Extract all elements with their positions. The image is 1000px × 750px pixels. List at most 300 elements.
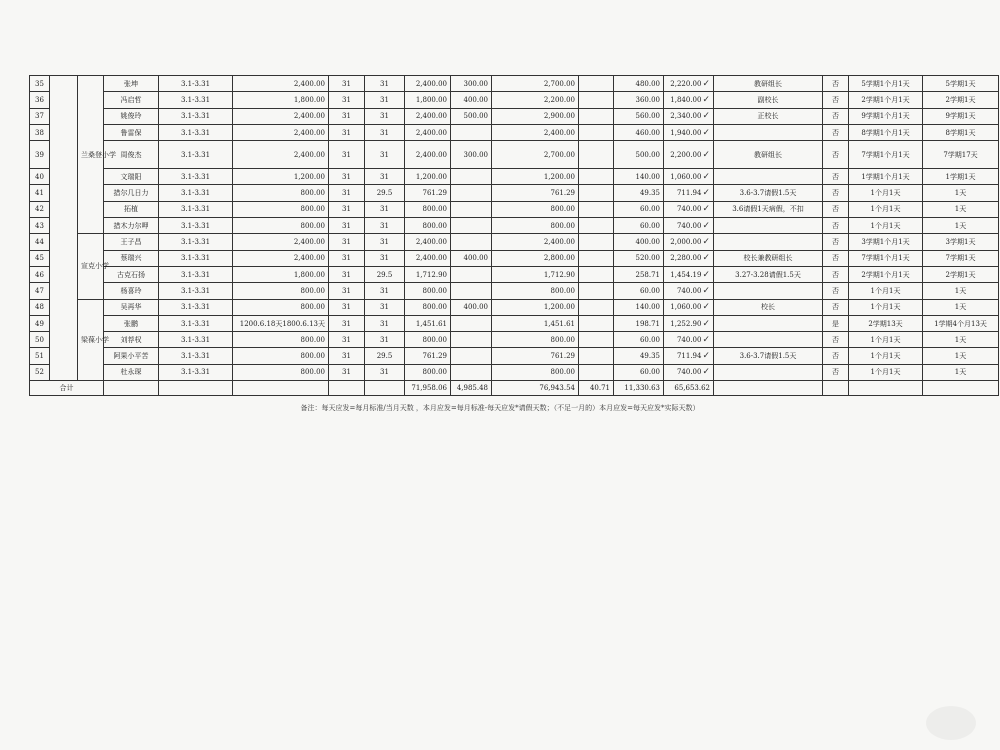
tenure-a bbox=[849, 266, 923, 282]
remark bbox=[714, 92, 823, 108]
monthly-standard-text: 2,400.00 bbox=[293, 128, 325, 137]
yes-no-flag bbox=[823, 201, 849, 217]
tenure-b-text: 1天 bbox=[954, 303, 967, 312]
scan-smudge bbox=[926, 706, 976, 740]
tenure-a bbox=[849, 124, 923, 140]
table-row bbox=[30, 283, 999, 299]
net-pay-text: 740.00 bbox=[676, 286, 702, 295]
pay-period-text: 3.1-3.31 bbox=[180, 112, 211, 121]
total-label: 合计 bbox=[30, 381, 104, 396]
monthly-standard-text: 2,400.00 bbox=[293, 112, 325, 121]
actual-days bbox=[365, 315, 405, 331]
deduction-b-text: 198.71 bbox=[635, 319, 660, 328]
row-number bbox=[30, 218, 50, 234]
tenure-b-text: 9学期1天 bbox=[945, 112, 976, 121]
deduction-b bbox=[614, 299, 664, 315]
remark-text: 3.6请假1天病假，不扣 bbox=[732, 205, 804, 214]
total-amount bbox=[492, 108, 579, 124]
yes-no-flag-text: 否 bbox=[832, 270, 839, 279]
yes-no-flag-text: 否 bbox=[832, 79, 839, 88]
tenure-b-text: 1天 bbox=[954, 352, 967, 361]
yes-no-flag bbox=[823, 124, 849, 140]
net-pay-text: 1,060.00 bbox=[670, 172, 702, 181]
tenure-b bbox=[923, 76, 999, 92]
deduction-b-text: 49.35 bbox=[639, 189, 660, 198]
monthly-standard-text: 1,800.00 bbox=[293, 270, 325, 279]
net-pay bbox=[664, 169, 714, 185]
deduction-a bbox=[579, 185, 614, 201]
check-mark-icon: ✓ bbox=[702, 318, 710, 329]
tenure-a-text: 1个月1天 bbox=[870, 335, 901, 344]
month-days bbox=[329, 266, 365, 282]
yes-no-flag-text: 是 bbox=[832, 319, 839, 328]
amount-due-text: 2,400.00 bbox=[415, 112, 447, 121]
amount-due-text: 2,400.00 bbox=[415, 238, 447, 247]
pay-period bbox=[159, 283, 233, 299]
monthly-standard bbox=[233, 108, 329, 124]
deduction-b bbox=[614, 364, 664, 380]
pay-period bbox=[159, 124, 233, 140]
table-row bbox=[30, 124, 999, 140]
pay-period bbox=[159, 218, 233, 234]
teacher-name-text: 拓植 bbox=[124, 205, 138, 214]
yes-no-flag-text: 否 bbox=[832, 352, 839, 361]
actual-days-text: 31 bbox=[380, 319, 389, 328]
tenure-b-text: 7学期1天 bbox=[945, 254, 976, 263]
extra-allowance bbox=[451, 124, 492, 140]
total-amount bbox=[492, 218, 579, 234]
tenure-b-text: 1学期1天 bbox=[945, 172, 976, 181]
total-empty bbox=[159, 381, 233, 396]
net-pay bbox=[664, 76, 714, 92]
total-amount bbox=[492, 283, 579, 299]
teacher-name-text: 蔡瑞兴 bbox=[120, 254, 142, 263]
table-row bbox=[30, 169, 999, 185]
row-number bbox=[30, 108, 50, 124]
deduction-b-text: 400.00 bbox=[635, 238, 660, 247]
school-name-text: 梁葆小学 bbox=[81, 335, 109, 344]
total-empty bbox=[849, 381, 923, 396]
extra-allowance bbox=[451, 250, 492, 266]
monthly-standard bbox=[233, 92, 329, 108]
yes-no-flag bbox=[823, 141, 849, 169]
month-days bbox=[329, 201, 365, 217]
extra-allowance bbox=[451, 299, 492, 315]
tenure-b-text: 8学期1天 bbox=[945, 128, 976, 137]
deduction-b bbox=[614, 332, 664, 348]
remark-text: 副校长 bbox=[757, 95, 779, 104]
row-number-text: 41 bbox=[35, 189, 44, 198]
tenure-a-text: 3学期1个月1天 bbox=[861, 238, 910, 247]
total-amount bbox=[492, 141, 579, 169]
tenure-a bbox=[849, 201, 923, 217]
extra-allowance-text: 300.00 bbox=[463, 79, 488, 88]
extra-allowance-text: 500.00 bbox=[463, 112, 488, 121]
amount-due-text: 800.00 bbox=[422, 221, 447, 230]
deduction-a bbox=[579, 299, 614, 315]
pay-period-text: 3.1-3.31 bbox=[180, 254, 211, 263]
net-pay-text: 740.00 bbox=[676, 221, 702, 230]
monthly-standard-text: 2,400.00 bbox=[293, 238, 325, 247]
deduction-b bbox=[614, 315, 664, 331]
deduction-a bbox=[579, 218, 614, 234]
actual-days bbox=[365, 364, 405, 380]
deduction-b bbox=[614, 76, 664, 92]
teacher-name-text: 刘荐权 bbox=[120, 335, 142, 344]
remark bbox=[714, 364, 823, 380]
total-amount-text: 800.00 bbox=[550, 205, 575, 214]
actual-days-text: 31 bbox=[380, 335, 389, 344]
total-amount bbox=[492, 201, 579, 217]
actual-days-text: 31 bbox=[380, 221, 389, 230]
row-number-text: 44 bbox=[35, 238, 44, 247]
month-days-text: 31 bbox=[342, 319, 351, 328]
monthly-standard-text: 800.00 bbox=[300, 352, 325, 361]
monthly-standard bbox=[233, 266, 329, 282]
extra-allowance bbox=[451, 234, 492, 250]
net-pay-text: 2,000.00 bbox=[670, 238, 702, 247]
monthly-standard-text: 800.00 bbox=[300, 368, 325, 377]
pay-period bbox=[159, 185, 233, 201]
yes-no-flag bbox=[823, 283, 849, 299]
tenure-a bbox=[849, 315, 923, 331]
net-pay bbox=[664, 266, 714, 282]
tenure-a-text: 1个月1天 bbox=[870, 303, 901, 312]
school-name bbox=[78, 76, 116, 234]
total-amount bbox=[492, 234, 579, 250]
pay-period-text: 3.1-3.31 bbox=[180, 79, 211, 88]
row-number bbox=[30, 201, 50, 217]
pay-period bbox=[159, 234, 233, 250]
amount-due bbox=[405, 332, 451, 348]
remark bbox=[714, 299, 823, 315]
actual-days-text: 29.5 bbox=[376, 270, 393, 279]
monthly-standard bbox=[233, 348, 329, 364]
actual-days-text: 31 bbox=[380, 79, 389, 88]
tenure-a-text: 5学期1个月1天 bbox=[861, 79, 910, 88]
teacher-name bbox=[104, 348, 159, 364]
teacher-name-text: 姚俊玲 bbox=[120, 112, 142, 121]
total-amount bbox=[492, 364, 579, 380]
yes-no-flag bbox=[823, 234, 849, 250]
monthly-standard bbox=[233, 283, 329, 299]
tenure-a-text: 2学期1个月1天 bbox=[861, 270, 910, 279]
yes-no-flag-text: 否 bbox=[832, 368, 839, 377]
actual-days bbox=[365, 332, 405, 348]
deduction-a bbox=[579, 124, 614, 140]
total-amount bbox=[492, 185, 579, 201]
tenure-a-text: 1个月1天 bbox=[870, 286, 901, 295]
month-days-text: 31 bbox=[342, 205, 351, 214]
deduction-b-text: 60.00 bbox=[639, 286, 660, 295]
pay-period bbox=[159, 92, 233, 108]
total-amount-text: 800.00 bbox=[550, 368, 575, 377]
month-days bbox=[329, 364, 365, 380]
row-number-text: 40 bbox=[35, 172, 44, 181]
tenure-b bbox=[923, 364, 999, 380]
tenure-b-text: 5学期1天 bbox=[945, 79, 976, 88]
total-amount-text: 1,200.00 bbox=[543, 303, 575, 312]
deduction-a bbox=[579, 332, 614, 348]
amount-due bbox=[405, 92, 451, 108]
amount-due bbox=[405, 201, 451, 217]
actual-days bbox=[365, 92, 405, 108]
pay-period bbox=[159, 315, 233, 331]
monthly-standard-text: 800.00 bbox=[300, 205, 325, 214]
table-row bbox=[30, 92, 999, 108]
extra-allowance bbox=[451, 76, 492, 92]
monthly-standard bbox=[233, 169, 329, 185]
month-days-text: 31 bbox=[342, 150, 351, 159]
yes-no-flag-text: 否 bbox=[832, 335, 839, 344]
pay-period-text: 3.1-3.31 bbox=[180, 172, 211, 181]
net-pay-text: 1,940.00 bbox=[670, 128, 702, 137]
amount-due bbox=[405, 266, 451, 282]
table-row bbox=[30, 364, 999, 380]
amount-due bbox=[405, 283, 451, 299]
teacher-name bbox=[104, 218, 159, 234]
yes-no-flag bbox=[823, 299, 849, 315]
yes-no-flag bbox=[823, 185, 849, 201]
amount-due-text: 761.29 bbox=[422, 352, 447, 361]
amount-due bbox=[405, 348, 451, 364]
amount-due bbox=[405, 315, 451, 331]
tenure-b-text: 1天 bbox=[954, 368, 967, 377]
row-number bbox=[30, 185, 50, 201]
net-pay-text: 740.00 bbox=[676, 335, 702, 344]
extra-allowance bbox=[451, 92, 492, 108]
amount-due-text: 1,200.00 bbox=[415, 172, 447, 181]
total-amount-text: 2,900.00 bbox=[543, 112, 575, 121]
total-empty bbox=[329, 381, 365, 396]
tenure-b bbox=[923, 169, 999, 185]
tenure-a-text: 2学期1个月1天 bbox=[861, 95, 910, 104]
yes-no-flag bbox=[823, 332, 849, 348]
tenure-b-text: 1天 bbox=[954, 221, 967, 230]
net-pay bbox=[664, 124, 714, 140]
monthly-standard-text: 800.00 bbox=[300, 189, 325, 198]
net-pay bbox=[664, 92, 714, 108]
tenure-b bbox=[923, 315, 999, 331]
actual-days bbox=[365, 201, 405, 217]
row-number-text: 38 bbox=[35, 128, 44, 137]
amount-due-text: 800.00 bbox=[422, 286, 447, 295]
total-amount-text: 800.00 bbox=[550, 286, 575, 295]
deduction-a bbox=[579, 76, 614, 92]
deduction-b-text: 560.00 bbox=[635, 112, 660, 121]
month-days bbox=[329, 185, 365, 201]
month-days bbox=[329, 218, 365, 234]
yes-no-flag bbox=[823, 364, 849, 380]
actual-days bbox=[365, 283, 405, 299]
yes-no-flag-text: 否 bbox=[832, 205, 839, 214]
remark bbox=[714, 141, 823, 169]
tenure-a-text: 1个月1天 bbox=[870, 205, 901, 214]
actual-days-text: 31 bbox=[380, 368, 389, 377]
row-number-text: 35 bbox=[35, 79, 44, 88]
deduction-b bbox=[614, 250, 664, 266]
row-number-text: 50 bbox=[35, 335, 44, 344]
remark bbox=[714, 218, 823, 234]
blank-merged-column bbox=[50, 76, 78, 381]
tenure-b bbox=[923, 250, 999, 266]
row-number bbox=[30, 250, 50, 266]
tenure-a bbox=[849, 234, 923, 250]
table-row bbox=[30, 250, 999, 266]
actual-days-text: 29.5 bbox=[376, 189, 393, 198]
actual-days bbox=[365, 250, 405, 266]
tenure-a-text: 1个月1天 bbox=[870, 221, 901, 230]
row-number bbox=[30, 315, 50, 331]
teacher-name bbox=[104, 315, 159, 331]
actual-days bbox=[365, 185, 405, 201]
check-mark-icon: ✓ bbox=[702, 351, 710, 362]
monthly-standard-text: 2,400.00 bbox=[293, 79, 325, 88]
monthly-standard-text: 1,800.00 bbox=[293, 95, 325, 104]
total-deduction-a: 40.71 bbox=[579, 381, 614, 396]
teacher-name-text: 张坤 bbox=[124, 79, 138, 88]
row-number-text: 36 bbox=[35, 95, 44, 104]
tenure-a-text: 7学期1个月1天 bbox=[861, 254, 910, 263]
net-pay-text: 2,340.00 bbox=[670, 112, 702, 121]
actual-days-text: 31 bbox=[380, 95, 389, 104]
total-amount bbox=[492, 250, 579, 266]
remark bbox=[714, 234, 823, 250]
row-number bbox=[30, 124, 50, 140]
deduction-b-text: 49.35 bbox=[639, 352, 660, 361]
row-number-text: 45 bbox=[35, 254, 44, 263]
footnote: 备注：每天应发=每月标准/当月天数 ，本月应发=每月标准-每天应发*请假天数；（不足一月的）本月应发=每天应发*实际天数） bbox=[300, 404, 700, 412]
row-number-text: 47 bbox=[35, 286, 44, 295]
total-net: 65,653.62 bbox=[664, 381, 714, 396]
actual-days-text: 31 bbox=[380, 286, 389, 295]
deduction-b-text: 520.00 bbox=[635, 254, 660, 263]
deduction-b-text: 140.00 bbox=[635, 172, 660, 181]
actual-days bbox=[365, 141, 405, 169]
tenure-a bbox=[849, 141, 923, 169]
pay-period bbox=[159, 108, 233, 124]
table-row bbox=[30, 332, 999, 348]
tenure-b bbox=[923, 108, 999, 124]
extra-allowance bbox=[451, 169, 492, 185]
net-pay-text: 1,060.00 bbox=[670, 303, 702, 312]
amount-due-text: 2,400.00 bbox=[415, 254, 447, 263]
teacher-name-text: 周俊杰 bbox=[120, 150, 142, 159]
monthly-standard bbox=[233, 124, 329, 140]
pay-period-text: 3.1-3.31 bbox=[180, 221, 211, 230]
tenure-a-text: 1个月1天 bbox=[870, 368, 901, 377]
pay-period-text: 3.1-3.31 bbox=[180, 368, 211, 377]
net-pay bbox=[664, 250, 714, 266]
tenure-b bbox=[923, 218, 999, 234]
month-days-text: 31 bbox=[342, 270, 351, 279]
total-amount: 76,943.54 bbox=[492, 381, 579, 396]
deduction-b bbox=[614, 348, 664, 364]
pay-period bbox=[159, 364, 233, 380]
actual-days bbox=[365, 348, 405, 364]
monthly-standard-text: 800.00 bbox=[300, 286, 325, 295]
amount-due-text: 2,400.00 bbox=[415, 128, 447, 137]
net-pay bbox=[664, 348, 714, 364]
total-row bbox=[30, 381, 999, 396]
actual-days-text: 31 bbox=[380, 238, 389, 247]
remark-text: 正校长 bbox=[757, 112, 779, 121]
deduction-b bbox=[614, 169, 664, 185]
teacher-name bbox=[104, 234, 159, 250]
pay-period bbox=[159, 348, 233, 364]
remark-text: 3.27-3.28请假1.5天 bbox=[735, 270, 801, 279]
teacher-name-text: 张鹏 bbox=[124, 319, 138, 328]
deduction-a bbox=[579, 234, 614, 250]
teacher-name bbox=[104, 364, 159, 380]
amount-due-text: 800.00 bbox=[422, 303, 447, 312]
row-number-text: 37 bbox=[35, 112, 44, 121]
tenure-a bbox=[849, 76, 923, 92]
teacher-name-text: 鲁雷保 bbox=[120, 128, 142, 137]
monthly-standard bbox=[233, 332, 329, 348]
total-amount-text: 2,200.00 bbox=[543, 95, 575, 104]
total-amount-text: 1,200.00 bbox=[543, 172, 575, 181]
month-days-text: 31 bbox=[342, 286, 351, 295]
month-days-text: 31 bbox=[342, 128, 351, 137]
actual-days-text: 31 bbox=[380, 205, 389, 214]
deduction-b-text: 360.00 bbox=[635, 95, 660, 104]
month-days-text: 31 bbox=[342, 189, 351, 198]
deduction-b-text: 60.00 bbox=[639, 368, 660, 377]
net-pay-text: 740.00 bbox=[676, 368, 702, 377]
monthly-standard-text: 1200.6.18天1800.6.13天 bbox=[239, 319, 325, 328]
deduction-a bbox=[579, 348, 614, 364]
month-days-text: 31 bbox=[342, 254, 351, 263]
check-mark-icon: ✓ bbox=[702, 204, 710, 215]
tenure-b bbox=[923, 185, 999, 201]
tenure-a-text: 1学期1个月1天 bbox=[861, 172, 910, 181]
teacher-name bbox=[104, 250, 159, 266]
net-pay bbox=[664, 185, 714, 201]
tenure-b bbox=[923, 234, 999, 250]
yes-no-flag bbox=[823, 108, 849, 124]
yes-no-flag-text: 否 bbox=[832, 128, 839, 137]
total-empty bbox=[233, 381, 329, 396]
remark bbox=[714, 315, 823, 331]
monthly-standard bbox=[233, 76, 329, 92]
net-pay bbox=[664, 234, 714, 250]
remark bbox=[714, 283, 823, 299]
tenure-b bbox=[923, 92, 999, 108]
extra-allowance-text: 400.00 bbox=[463, 95, 488, 104]
tenure-a-text: 1个月1天 bbox=[870, 352, 901, 361]
monthly-standard bbox=[233, 201, 329, 217]
deduction-b bbox=[614, 108, 664, 124]
table-row bbox=[30, 108, 999, 124]
total-amount-text: 1,451.61 bbox=[543, 319, 575, 328]
pay-period bbox=[159, 250, 233, 266]
yes-no-flag-text: 否 bbox=[832, 286, 839, 295]
amount-due bbox=[405, 250, 451, 266]
extra-allowance bbox=[451, 315, 492, 331]
tenure-a-text: 8学期1个月1天 bbox=[861, 128, 910, 137]
yes-no-flag-text: 否 bbox=[832, 172, 839, 181]
teacher-name bbox=[104, 92, 159, 108]
school-name bbox=[78, 299, 109, 380]
amount-due bbox=[405, 218, 451, 234]
deduction-b bbox=[614, 185, 664, 201]
table-row bbox=[30, 141, 999, 169]
teacher-name-text: 冯启哲 bbox=[120, 95, 142, 104]
school-name-text: 宣克小学 bbox=[81, 262, 109, 271]
net-pay-text: 1,454.19 bbox=[670, 270, 702, 279]
amount-due-text: 1,712.90 bbox=[415, 270, 447, 279]
